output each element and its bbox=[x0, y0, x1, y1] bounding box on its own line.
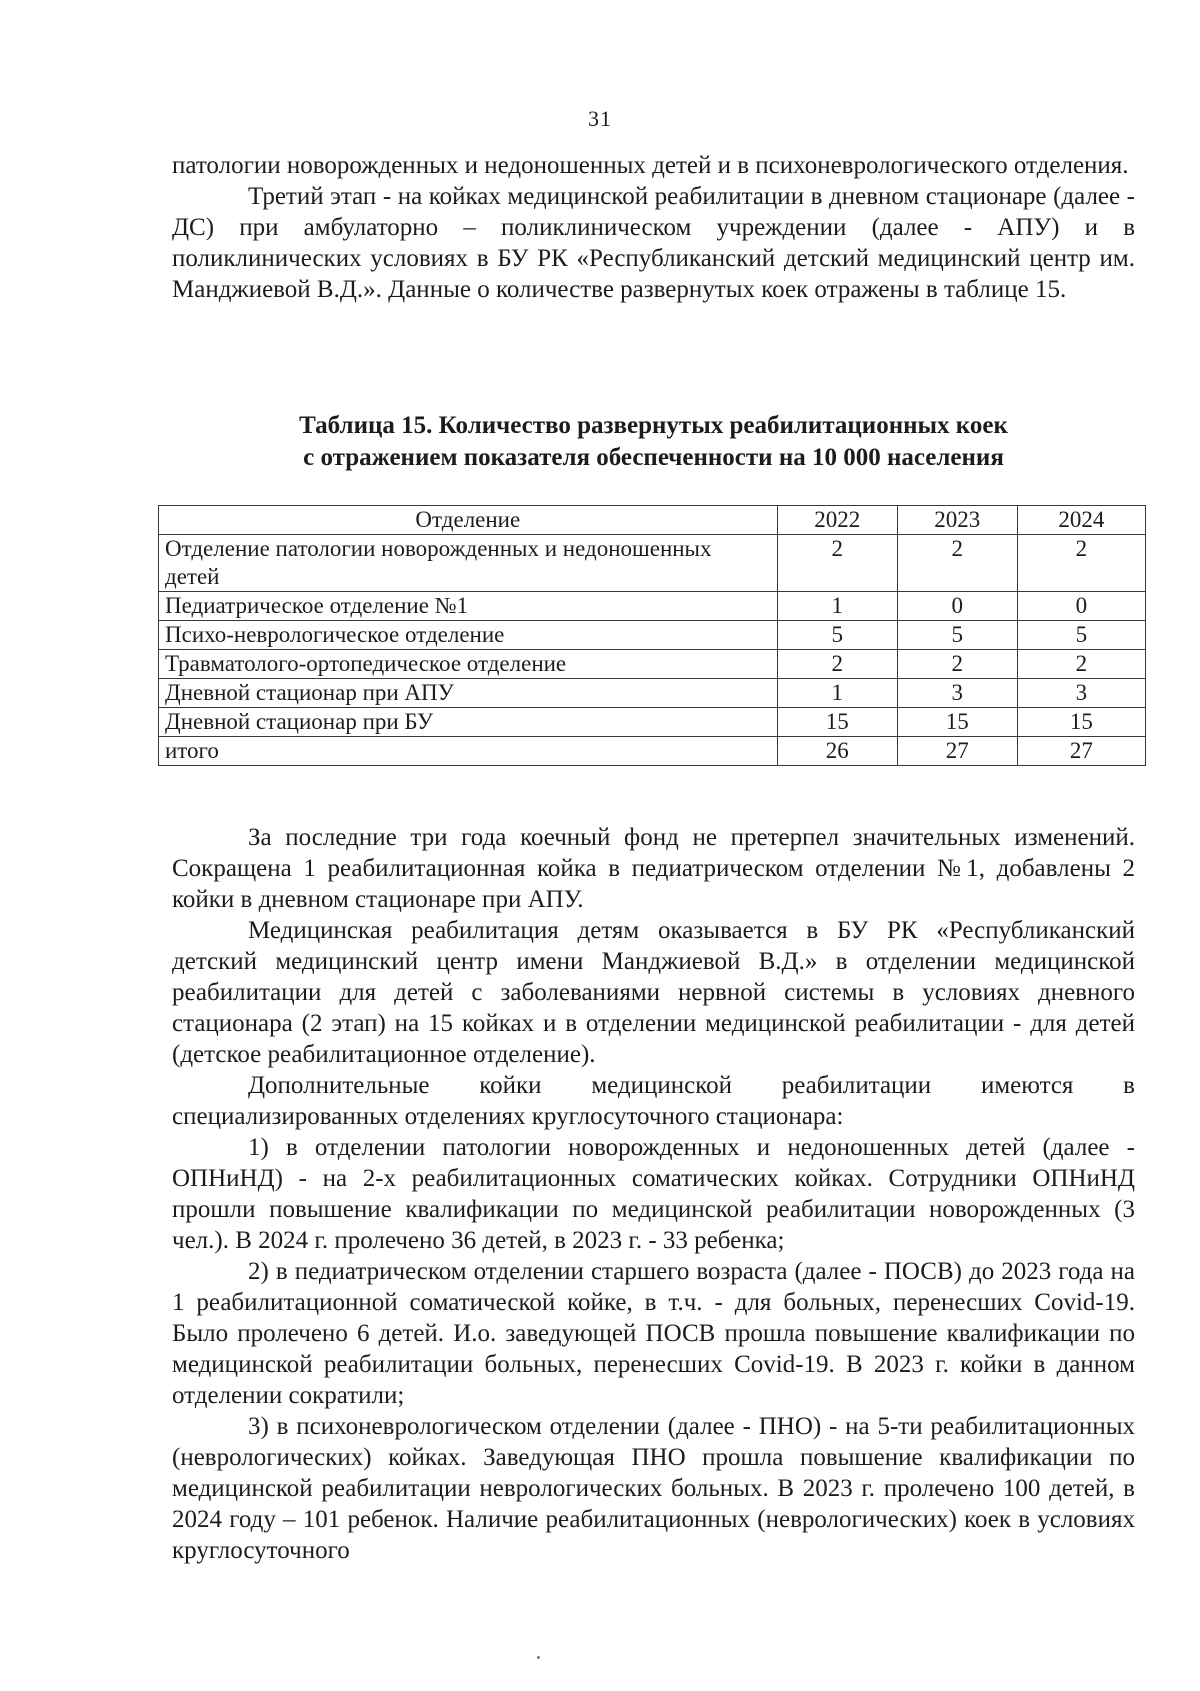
table-row bbox=[159, 621, 1146, 650]
row-department: Педиатрическое отделение №1 bbox=[159, 592, 778, 621]
row-value-2024: 3 bbox=[1017, 679, 1145, 708]
paragraph-additional-beds: Дополнительные койки медицинской реабилитации имеются в специализированных отделениях круглосуточного стационара: bbox=[172, 1072, 1135, 1130]
header-department: Отделение bbox=[159, 506, 778, 535]
row-value-2023: 2 bbox=[897, 535, 1017, 592]
table-caption bbox=[172, 410, 1135, 474]
paragraph-rehab-center: Медицинская реабилитация детям оказывается в БУ РК «Республиканский детский медицинский центр имени Манджиевой В.Д.» в отделении медицинской реабилитации для детей с заболеваниями нервной системы в условиях дневного стационара (2 этап) на 15 койках и в отделении медицинской реабилитации - для детей (детское реабилитационное отделение). bbox=[172, 917, 1135, 1068]
row-total-2023: 27 bbox=[897, 737, 1017, 766]
rehab-beds-table bbox=[158, 505, 1146, 766]
table-total-row bbox=[159, 737, 1146, 766]
table-row bbox=[159, 535, 1146, 592]
row-department: Дневной стационар при БУ bbox=[159, 708, 778, 737]
header-year-2022: 2022 bbox=[777, 506, 897, 535]
page-number: 31 bbox=[588, 106, 612, 131]
scan-speck bbox=[537, 1656, 540, 1659]
row-value-2022: 2 bbox=[777, 650, 897, 679]
row-value-2023: 3 bbox=[897, 679, 1017, 708]
row-total-2024: 27 bbox=[1017, 737, 1145, 766]
row-department: Отделение патологии новорожденных и недоношенных детей bbox=[159, 535, 778, 592]
list-item-pno: 3) в психоневрологическом отделении (далее - ПНО) - на 5-ти реабилитационных (неврологических) койках. Заведующая ПНО прошла повышение квалификации по медицинской реабилитации неврологических больных. В 2023 г. пролечено 100 детей, в 2024 году – 101 ребенок. Наличие реабилитационных (неврологических) коек в условиях круглосуточного bbox=[172, 1413, 1135, 1564]
table-row bbox=[159, 650, 1146, 679]
row-value-2022: 1 bbox=[777, 592, 897, 621]
row-value-2022: 2 bbox=[777, 535, 897, 592]
paragraph-continuation: патологии новорожденных и недоношенных детей и в психоневрологического отделения. bbox=[172, 152, 1129, 179]
row-value-2024: 5 bbox=[1017, 621, 1145, 650]
row-department: Психо-неврологическое отделение bbox=[159, 621, 778, 650]
list-item-opnind: 1) в отделении патологии новорожденных и недоношенных детей (далее - ОПНиНД) - на 2-х реабилитационных соматических койках. Сотрудники ОПНиНД прошли повышение квалификации по медицинской реабилитации новорожденных (3 чел.). В 2024 г. пролечено 36 детей, в 2023 г. - 33 ребенка; bbox=[172, 1134, 1135, 1254]
body-block bbox=[172, 822, 1135, 1566]
table-row bbox=[159, 592, 1146, 621]
table-row bbox=[159, 679, 1146, 708]
list-item-posv: 2) в педиатрическом отделении старшего возраста (далее - ПОСВ) до 2023 года на 1 реабилитационной соматической койке, в т.ч. - для больных, перенесших Covid-19. Было пролечено 6 детей. И.о. заведующей ПОСВ прошла повышение квалификации по медицинской реабилитации больных, перенесших Covid-19. В 2023 г. койки в данном отделении сократили; bbox=[172, 1258, 1135, 1409]
table-header-row bbox=[159, 506, 1146, 535]
table-caption-line-2: с отражением показателя обеспеченности на 10 000 населения bbox=[303, 444, 1004, 471]
row-value-2023: 0 bbox=[897, 592, 1017, 621]
paragraph-bed-fund: За последние три года коечный фонд не претерпел значительных изменений. Сокращена 1 реабилитационная койка в педиатрическом отделении №1, добавлены 2 койки в дневном стационаре при АПУ. bbox=[172, 824, 1135, 913]
paragraph-third-stage: Третий этап - на койках медицинской реабилитации в дневном стационаре (далее - ДС) при амбулаторно – поликлиническом учреждении (далее - АПУ) и в поликлинических условиях в БУ РК «Республиканский детский медицинский центр им. Манджиевой В.Д.». Данные о количестве развернутых коек отражены в таблице 15. bbox=[172, 183, 1135, 303]
row-value-2024: 2 bbox=[1017, 650, 1145, 679]
header-year-2023: 2023 bbox=[897, 506, 1017, 535]
row-department: Травматолого-ортопедическое отделение bbox=[159, 650, 778, 679]
row-value-2022: 1 bbox=[777, 679, 897, 708]
row-value-2022: 15 bbox=[777, 708, 897, 737]
row-value-2023: 5 bbox=[897, 621, 1017, 650]
table-caption-line-1: Таблица 15. Количество развернутых реабилитационных коек bbox=[299, 412, 1008, 439]
header-year-2024: 2024 bbox=[1017, 506, 1145, 535]
row-value-2024: 15 bbox=[1017, 708, 1145, 737]
table-row bbox=[159, 708, 1146, 737]
row-value-2023: 15 bbox=[897, 708, 1017, 737]
intro-block bbox=[172, 150, 1135, 305]
row-department: Дневной стационар при АПУ bbox=[159, 679, 778, 708]
row-value-2024: 2 bbox=[1017, 535, 1145, 592]
row-value-2022: 5 bbox=[777, 621, 897, 650]
row-total-2022: 26 bbox=[777, 737, 897, 766]
row-value-2023: 2 bbox=[897, 650, 1017, 679]
row-total-label: итого bbox=[159, 737, 778, 766]
row-value-2024: 0 bbox=[1017, 592, 1145, 621]
